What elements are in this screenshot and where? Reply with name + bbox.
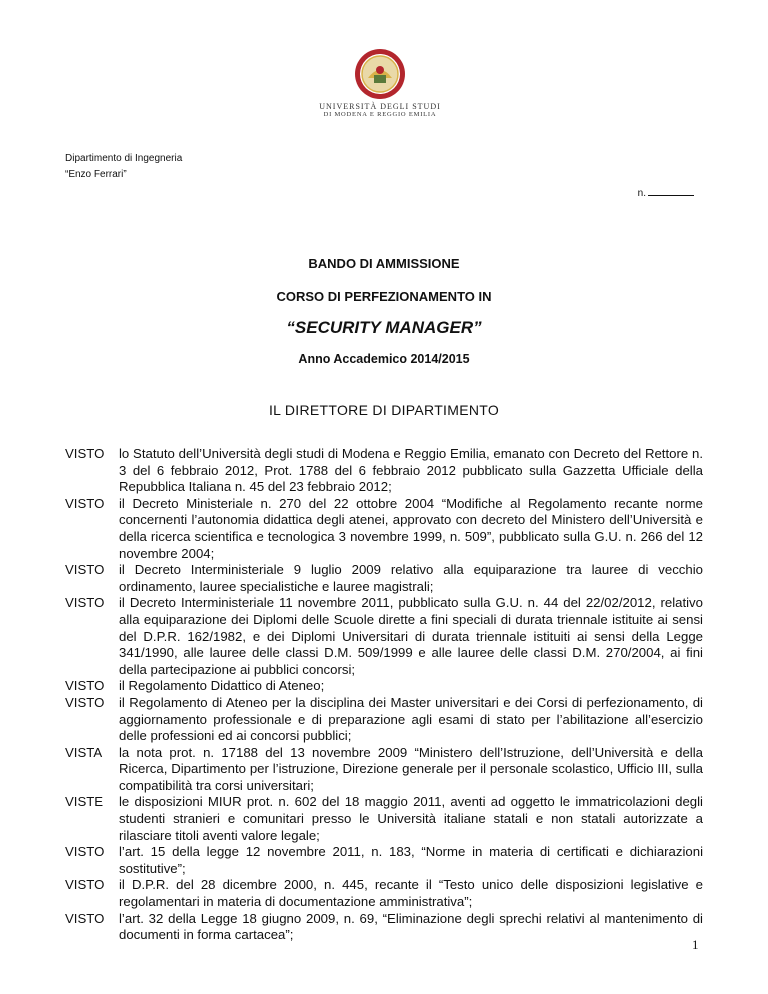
clause-item (65, 595, 703, 678)
university-logo (300, 48, 460, 123)
clause-label: VISTO (65, 844, 105, 860)
department-subtitle: “Enzo Ferrari” (65, 169, 127, 180)
clause-text: il D.P.R. del 28 dicembre 2000, n. 445, recante il “Testo unico delle disposizioni legislative e regolamentari in materia di documentazione amministrativa”; (119, 877, 703, 910)
clause-label: VISTE (65, 794, 104, 810)
clause-text: le disposizioni MIUR prot. n. 602 del 18 maggio 2011, aventi ad oggetto le immatricolazioni degli studenti stranieri e comunitari presso le Università italiane statali e non statali autorizzate a rilasciare titoli aventi valore legale; (119, 794, 703, 843)
clause-text: l’art. 15 della legge 12 novembre 2011, n. 183, “Norme in materia di certificati e dichiarazioni sostitutive”; (119, 844, 703, 876)
clause-label: VISTO (65, 877, 105, 893)
university-seal-icon (354, 48, 406, 100)
clause-item (65, 695, 703, 745)
clause-text: il Regolamento Didattico di Ateneo; (119, 678, 325, 694)
protocol-blank-line (648, 186, 694, 196)
logo-university-name: UNIVERSITÀ DEGLI STUDI (319, 102, 441, 111)
clause-text: il Decreto Interministeriale 9 luglio 2009 relativo alla equiparazione tra lauree di vecchio ordinamento, lauree specialistiche e lauree magistrali; (119, 562, 703, 594)
title-bando: BANDO DI AMMISSIONE (308, 256, 460, 271)
clause-label: VISTO (65, 495, 105, 511)
title-director: IL DIRETTORE DI DIPARTIMENTO (268, 402, 500, 418)
clause-text: il Regolamento di Ateneo per la disciplina dei Master universitari e dei Corsi di perfezionamento, di aggiornamento professionale e di preparazione agli esami di stato per l’abilitazione all’esercizio delle professioni ed ai concorsi pubblici; (119, 694, 703, 744)
logo-university-location: DI MODENA E REGGIO EMILIA (323, 111, 437, 118)
clause-label: VISTO (65, 562, 105, 578)
clause-label: VISTA (65, 744, 103, 760)
protocol-number (638, 186, 694, 199)
clause-item (65, 794, 703, 844)
clause-label: VISTO (65, 694, 105, 710)
protocol-label: n. (637, 188, 646, 199)
clause-item (65, 745, 703, 795)
clause-item (65, 678, 703, 695)
clause-item (65, 911, 703, 944)
clause-item (65, 496, 703, 562)
clause-item (65, 446, 703, 496)
clauses-list (65, 446, 703, 944)
clause-text: lo Statuto dell’Università degli studi di Modena e Reggio Emilia, emanato con Decreto del Rettore n. 3 del 6 febbraio 2012, Prot. 1788 del 6 febbraio 2012 pubblicato sulla Gazzetta Ufficiale della Repubblica Italiana n. 45 del 23 febbraio 2012; (119, 446, 703, 495)
title-course-name: “SECURITY MANAGER” (286, 318, 482, 337)
department-block (65, 151, 182, 183)
clause-text: il Decreto Interministeriale 11 novembre 2011, pubblicato sulla G.U. n. 44 del 22/02/2012, relativo alla equiparazione dei Diplomi delle Scuole dirette a fini speciali di durata triennale istituite ai sensi del D.P.R. 162/1982, e dei Diplomi Universitari di durata triennale istituiti ai sensi della Legge 341/1990, alle lauree delle classi D.M. 509/1999 e alle lauree delle classi D.M. 270/2004, ai fini della partecipazione ai pubblici concorsi; (119, 595, 703, 677)
clause-item (65, 844, 703, 877)
clause-label: VISTO (65, 678, 105, 694)
clause-label: VISTO (65, 595, 105, 611)
clause-text: il Decreto Ministeriale n. 270 del 22 ottobre 2004 “Modifiche al Regolamento recante norme concernenti l’autonomia didattica degli atenei, approvato con decreto del Ministero dell’Università e della ricerca scientifica e tecnologica 3 novembre 1999, n. 509”, pubblicato sulla G.U. n. 266 del 12 novembre 2004; (119, 495, 703, 561)
clause-label: VISTO (65, 446, 105, 461)
clause-item (65, 877, 703, 910)
title-corso: CORSO DI PERFEZIONAMENTO IN (276, 289, 492, 304)
clause-text: la nota prot. n. 17188 del 13 novembre 2009 “Ministero dell’Istruzione, dell’Università e della Ricerca, Dipartimento per l’istruzione, Direzione generale per il personale scolastico, Ufficio III, sulla compatibilità tra corsi universitari; (119, 744, 703, 793)
department-name: Dipartimento di Ingegneria (65, 153, 183, 164)
clause-label: VISTO (65, 910, 105, 926)
title-academic-year: Anno Accademico 2014/2015 (298, 352, 470, 366)
page-number: 1 (692, 937, 699, 952)
clause-item (65, 562, 703, 595)
clause-text: l’art. 32 della Legge 18 giugno 2009, n. 69, “Eliminazione degli sprechi relativi al mantenimento di documenti in forma cartacea”; (119, 910, 703, 943)
